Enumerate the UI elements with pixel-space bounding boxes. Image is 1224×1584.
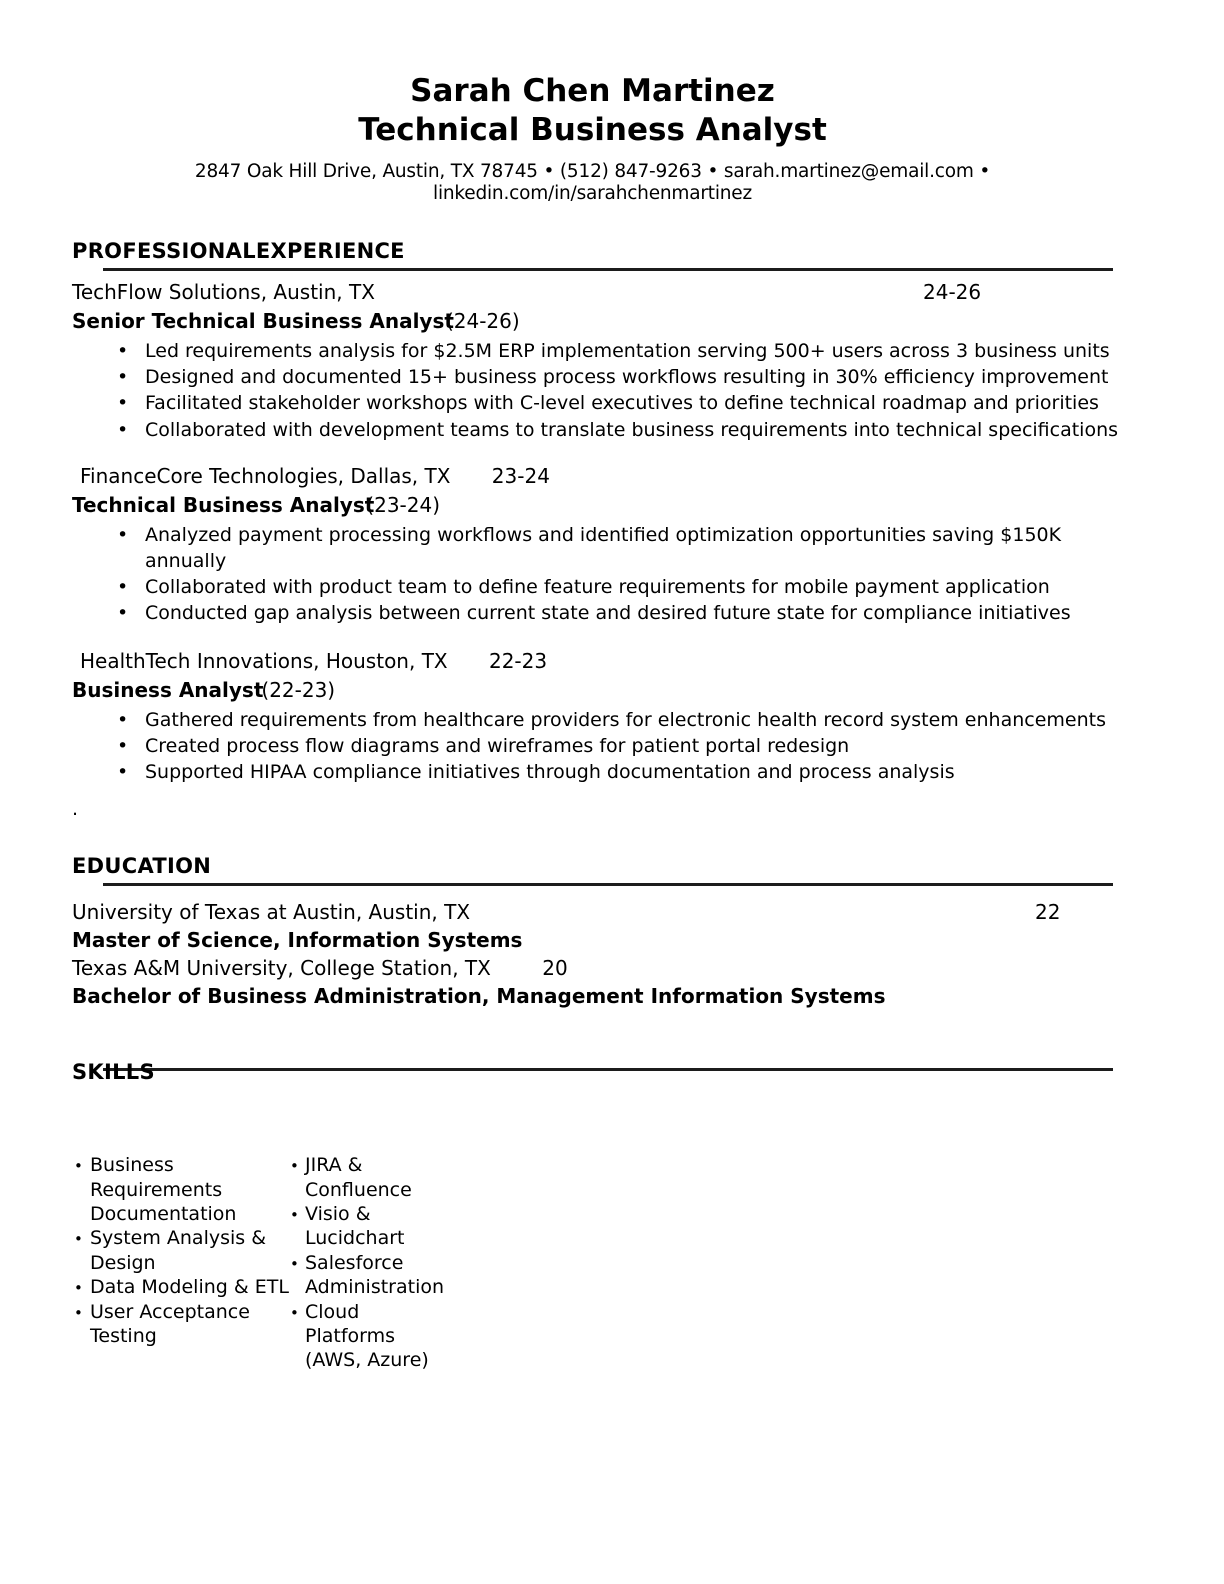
skill-item: • Business Requirements Documentation [72, 1153, 290, 1226]
education-school-row [72, 954, 1113, 982]
school-year: 22 [1035, 900, 1061, 925]
job-bullet: • Collaborated with product team to define feature requirements for mobile payment application [72, 574, 1145, 600]
job-bullet: • Created process flow diagrams and wireframes for patient portal redesign [72, 733, 1145, 759]
job-bullet: • Analyzed payment processing workflows and identified optimization opportunities saving $150K annually [72, 522, 1145, 574]
job-healthtech [72, 650, 1113, 786]
skills-heading-rule [103, 1068, 1113, 1071]
job-bullet: • Facilitated stakeholder workshops with C-level executives to define technical roadmap and priorities [72, 390, 1145, 416]
job-bullet: • Conducted gap analysis between current state and desired future state for compliance initiatives [72, 600, 1145, 626]
job-bullet-list [72, 338, 1145, 443]
education-school-row [72, 898, 1113, 926]
job-title-row [72, 679, 1113, 702]
job-bullet: • Gathered requirements from healthcare providers for electronic health record system enhancements [72, 707, 1145, 733]
skill-item: • User Acceptance Testing [72, 1300, 290, 1349]
resume-content [72, 0, 1119, 1373]
skill-item: • Visio & Lucidchart [290, 1202, 445, 1251]
candidate-name: Sarah Chen Martinez [410, 73, 775, 109]
skill-item: • Cloud Platforms (AWS, Azure) [290, 1300, 445, 1373]
job-title-row [72, 310, 1113, 333]
contact-line: 2847 Oak Hill Drive, Austin, TX 78745 • (512) 847-9263 • sarah.martinez@email.com • linkedin.com/in/sarahchenmartinez [194, 161, 991, 204]
education-heading-rule [103, 883, 1113, 886]
school-year: 20 [542, 956, 568, 981]
job-bullet: • Led requirements analysis for $2.5M ERP implementation serving 500+ users across 3 business units [72, 338, 1145, 364]
skills-heading: SKILLS [72, 1060, 155, 1085]
company-dates: 24-26 [923, 280, 982, 304]
job-company-row [72, 650, 1113, 673]
education-heading: EDUCATION [72, 854, 212, 879]
skill-item: • Salesforce Administration [290, 1251, 445, 1300]
company-name: FinanceCore Technologies, Dallas, TX [80, 463, 451, 488]
candidate-title: Technical Business Analyst [358, 112, 827, 148]
education-section-header [72, 853, 1113, 886]
job-techflow [72, 280, 1119, 443]
stray-period: . [72, 798, 79, 821]
skill-item: • System Analysis & Design [72, 1226, 290, 1275]
school-name: Texas A&M University, College Station, TX [72, 956, 491, 981]
experience-section-header [72, 238, 1113, 271]
skills-column-2 [290, 1153, 450, 1373]
job-title-dates: (23-24) [366, 492, 441, 517]
skills-section-header [72, 1059, 1113, 1087]
company-name: TechFlow Solutions, Austin, TX [72, 280, 375, 304]
education-degree: Master of Science, Information Systems [72, 928, 523, 953]
job-bullet: • Collaborated with development teams to translate business requirements into technical specifications [72, 417, 1145, 443]
job-bullet-list [72, 522, 1145, 627]
job-title-dates: (24-26) [445, 309, 520, 333]
experience-heading: PROFESSIONALEXPERIENCE [72, 239, 405, 263]
skills-column-1 [72, 1153, 290, 1373]
job-title: Senior Technical Business Analyst [72, 309, 454, 333]
job-company-row [72, 465, 1113, 488]
company-dates: 22-23 [488, 648, 548, 673]
education-degree: Bachelor of Business Administration, Management Information Systems [72, 984, 886, 1009]
company-name: HealthTech Innovations, Houston, TX [80, 648, 448, 673]
school-name: University of Texas at Austin, Austin, TX [72, 900, 471, 925]
job-bullet: • Designed and documented 15+ business process workflows resulting in 30% efficiency improvement [72, 364, 1145, 390]
job-title-dates: (22-23) [261, 677, 336, 702]
company-dates: 23-24 [491, 463, 550, 488]
job-title: Technical Business Analyst [72, 492, 375, 517]
experience-heading-rule [103, 268, 1113, 271]
job-financecore [72, 465, 1113, 627]
job-company-row [72, 281, 1113, 304]
skill-item: • JIRA & Confluence [290, 1153, 445, 1202]
skills-columns [72, 1153, 1113, 1373]
skill-item: • Data Modeling & ETL [72, 1275, 290, 1299]
job-bullet: • Supported HIPAA compliance initiatives through documentation and process analysis [72, 759, 1145, 785]
job-title-row [72, 494, 1113, 517]
job-title: Business Analyst [72, 677, 264, 702]
job-bullet-list [72, 707, 1145, 786]
